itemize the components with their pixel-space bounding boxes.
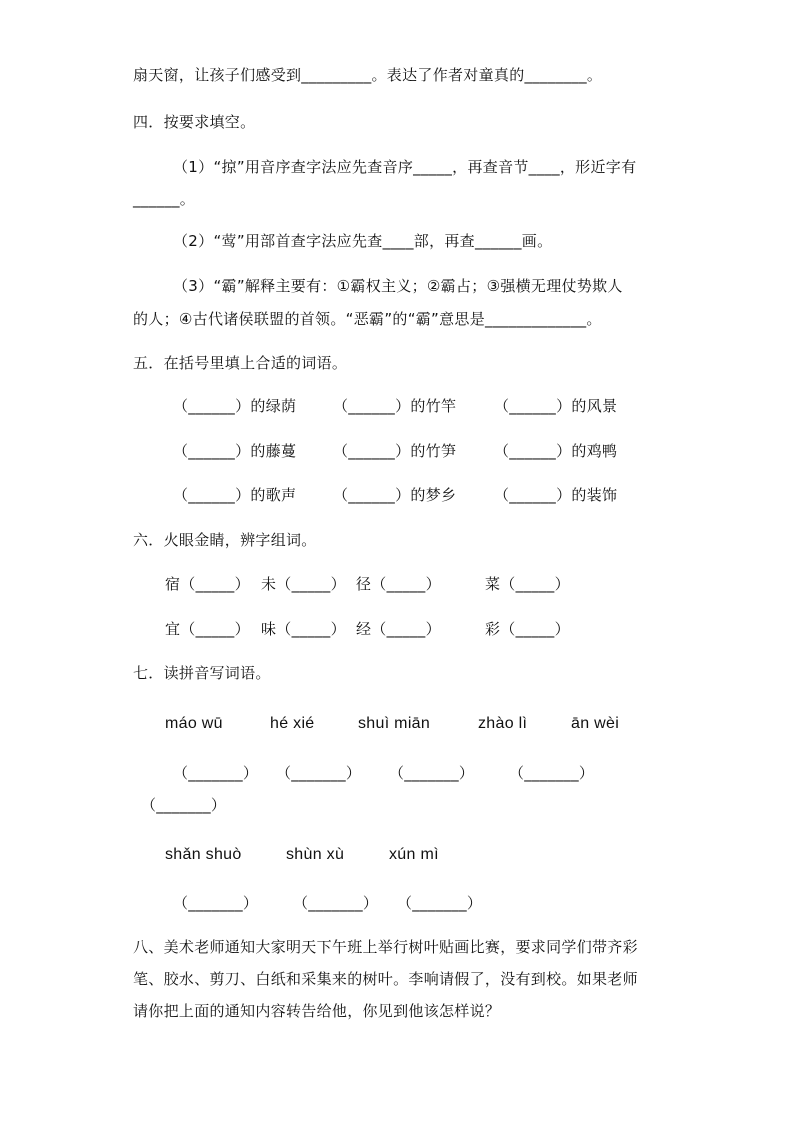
q5-blank: （______）的绿荫 <box>173 397 297 415</box>
q4-item-2: （2）“莺”用部首查字法应先查____部，再查______画。 <box>173 232 553 250</box>
q6-char-blank: 宿（_____） <box>165 575 250 593</box>
q4-item-3-line-1: （3）“霸”解释主要有：①霸权主义；②霸占；③强横无理仗势欺人 <box>173 277 623 295</box>
q6-char-blank: 径（_____） <box>356 575 441 593</box>
answer-blank: （_______） <box>397 894 483 912</box>
q5-blank: （______）的鸡鸭 <box>494 442 618 460</box>
q5-blank: （______）的歌声 <box>173 486 297 504</box>
q5-blank: （______）的藤蔓 <box>173 442 297 460</box>
answer-blank: （_______） <box>141 796 227 814</box>
pinyin-word: hé xié <box>270 715 315 732</box>
answer-blank: （_______） <box>293 894 379 912</box>
pinyin-word: shǎn shuò <box>165 846 242 863</box>
q6-char-blank: 经（_____） <box>356 620 441 638</box>
pinyin-word: shuì miān <box>358 715 431 732</box>
q4-item-1-line-2: ______。 <box>133 190 196 208</box>
answer-blank: （_______） <box>509 764 595 782</box>
q5-blank: （______）的风景 <box>494 397 618 415</box>
section-8-line-1: 八、美术老师通知大家明天下午班上举行树叶贴画比赛，要求同学们带齐彩 <box>133 938 638 956</box>
q6-char-blank: 味（_____） <box>261 620 346 638</box>
q5-blank: （______）的竹笋 <box>333 442 457 460</box>
answer-blank: （_______） <box>173 764 259 782</box>
pinyin-word: xún mì <box>389 846 439 863</box>
continued-sentence: 扇天窗，让孩子们感受到_________。表达了作者对童真的________。 <box>133 66 603 84</box>
section-6-title: 六．火眼金睛，辨字组词。 <box>133 531 317 549</box>
section-7-title: 七．读拼音写词语。 <box>133 664 271 682</box>
q6-char-blank: 菜（_____） <box>485 575 570 593</box>
answer-blank: （_______） <box>276 764 362 782</box>
section-4-title: 四．按要求填空。 <box>133 113 256 131</box>
pinyin-word: ān wèi <box>571 715 620 732</box>
answer-blank: （_______） <box>389 764 475 782</box>
q6-char-blank: 彩（_____） <box>485 620 570 638</box>
q4-item-3-line-2: 的人；④古代诸侯联盟的首领。“恶霸”的“霸”意思是_____________。 <box>133 310 602 328</box>
q5-blank: （______）的装饰 <box>494 486 618 504</box>
answer-blank: （_______） <box>173 894 259 912</box>
q6-char-blank: 宜（_____） <box>165 620 250 638</box>
q5-blank: （______）的梦乡 <box>333 486 457 504</box>
pinyin-word: shùn xù <box>286 846 345 863</box>
q6-char-blank: 未（_____） <box>261 575 346 593</box>
section-8-line-2: 笔、胶水、剪刀、白纸和采集来的树叶。李响请假了，没有到校。如果老师 <box>133 970 638 988</box>
pinyin-word: máo wū <box>165 715 223 732</box>
section-8-line-3: 请你把上面的通知内容转告给他，你见到他该怎样说？ <box>133 1002 501 1020</box>
section-5-title: 五．在括号里填上合适的词语。 <box>133 354 348 372</box>
q5-blank: （______）的竹竿 <box>333 397 457 415</box>
pinyin-word: zhào lì <box>478 715 528 732</box>
q4-item-1-line-1: （1）“掠”用音序查字法应先查音序_____，再查音节____，形近字有 <box>173 158 637 176</box>
